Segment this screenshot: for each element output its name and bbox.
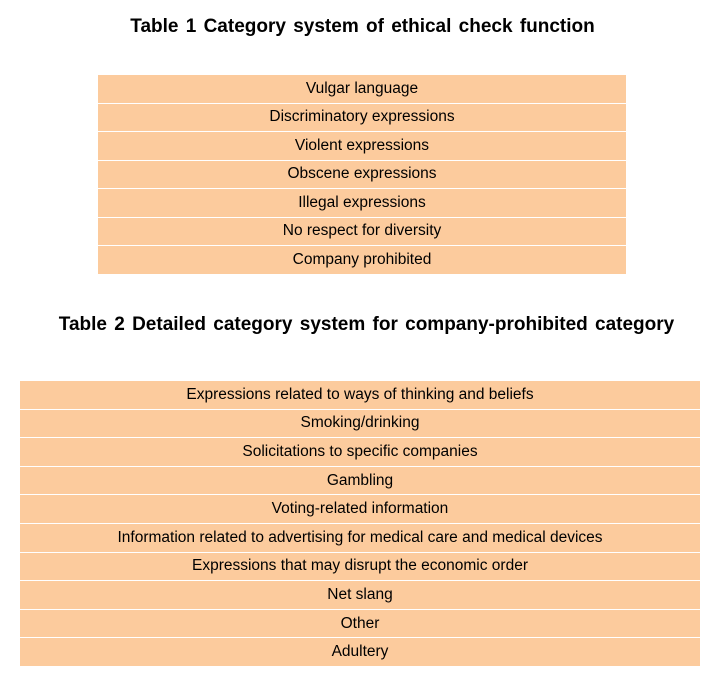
table-row bbox=[20, 552, 700, 581]
table-cell: Gambling bbox=[20, 466, 700, 495]
table1-title: Table 1 Category system of ethical check function bbox=[130, 16, 595, 37]
table-row bbox=[20, 609, 700, 638]
detailed-category-table bbox=[20, 381, 700, 666]
table-cell: Information related to advertising for medical care and medical devices bbox=[20, 523, 700, 552]
table-cell: Other bbox=[20, 609, 700, 638]
table-cell: Adultery bbox=[20, 638, 700, 666]
table-row bbox=[20, 438, 700, 467]
table-row bbox=[98, 160, 626, 189]
table-cell: Vulgar language bbox=[98, 75, 626, 103]
table-cell: No respect for diversity bbox=[98, 217, 626, 246]
table-row bbox=[20, 495, 700, 524]
table-cell: Net slang bbox=[20, 581, 700, 610]
table-row bbox=[20, 523, 700, 552]
table-cell: Solicitations to specific companies bbox=[20, 438, 700, 467]
table-row bbox=[98, 189, 626, 218]
table-row bbox=[20, 466, 700, 495]
table-cell: Discriminatory expressions bbox=[98, 103, 626, 132]
table-cell: Obscene expressions bbox=[98, 160, 626, 189]
table-row bbox=[98, 132, 626, 161]
table-row bbox=[98, 217, 626, 246]
table-row bbox=[20, 381, 700, 409]
table2-title: Table 2 Detailed category system for company-prohibited category bbox=[58, 314, 675, 335]
table-row bbox=[20, 409, 700, 438]
table-cell: Expressions related to ways of thinking and beliefs bbox=[20, 381, 700, 409]
table-row bbox=[20, 638, 700, 666]
table-cell: Expressions that may disrupt the economic order bbox=[20, 552, 700, 581]
table-cell: Smoking/drinking bbox=[20, 409, 700, 438]
table-row bbox=[98, 103, 626, 132]
table-row bbox=[98, 75, 626, 103]
table-cell: Illegal expressions bbox=[98, 189, 626, 218]
table-cell: Company prohibited bbox=[98, 246, 626, 274]
table-cell: Voting-related information bbox=[20, 495, 700, 524]
table-cell: Violent expressions bbox=[98, 132, 626, 161]
table-row bbox=[98, 246, 626, 274]
table-row bbox=[20, 581, 700, 610]
category-table bbox=[98, 75, 626, 274]
